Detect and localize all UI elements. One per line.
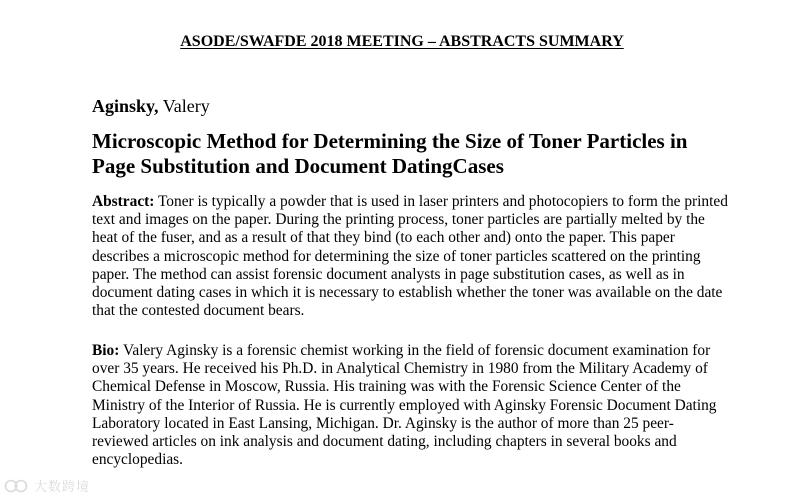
abstract-text: Toner is typically a powder that is used in laser printers and photocopiers to form the printed text and images on the paper. During the printing process, toner particles are partially melted by the heat of the fuser, and as a result of that they bind (to each other and) onto the paper. This paper describes a microscopic method for determining the size of toner particles scattered on the printing paper. The method can assist forensic document analysts in page substitution cases, as well as in document dating cases in which it is necessary to establish whether the toner was available on the date that the contested document bears.	[92, 193, 728, 320]
author-given-name: Valery	[162, 96, 210, 116]
bio-section	[92, 342, 728, 469]
page-header	[0, 32, 804, 52]
page-header-title: ASODE/SWAFDE 2018 MEETING – ABSTRACTS SUMMARY	[180, 33, 624, 50]
paper-title-line-1: Microscopic Method for Determining the Size of Toner Particles in	[92, 129, 688, 153]
watermark-logo-icon	[4, 477, 30, 495]
watermark	[4, 476, 90, 495]
author-name	[92, 95, 210, 117]
bio-text: Valery Aginsky is a forensic chemist working in the field of forensic document examination for over 35 years. He received his Ph.D. in Analytical Chemistry in 1980 from the Military Academy of Chemical Defense in Moscow, Russia. His training was with the Forensic Science Center of the Ministry of the Interior of Russia. He is currently employed with Aginsky Forensic Document Dating Laboratory located in East Lansing, Michigan. Dr. Aginsky is the author of more than 25 peer-reviewed articles on ink analysis and document dating, including chapters in several books and encyclopedias.	[92, 342, 717, 469]
author-surname: Aginsky,	[92, 96, 159, 116]
abstract-section	[92, 193, 728, 320]
abstract-label: Abstract:	[92, 193, 155, 210]
paper-title-line-2: Page Substitution and Document DatingCases	[92, 154, 504, 178]
watermark-text: 大数跨境	[34, 480, 91, 495]
bio-label: Bio:	[92, 342, 120, 359]
paper-title	[92, 129, 732, 179]
